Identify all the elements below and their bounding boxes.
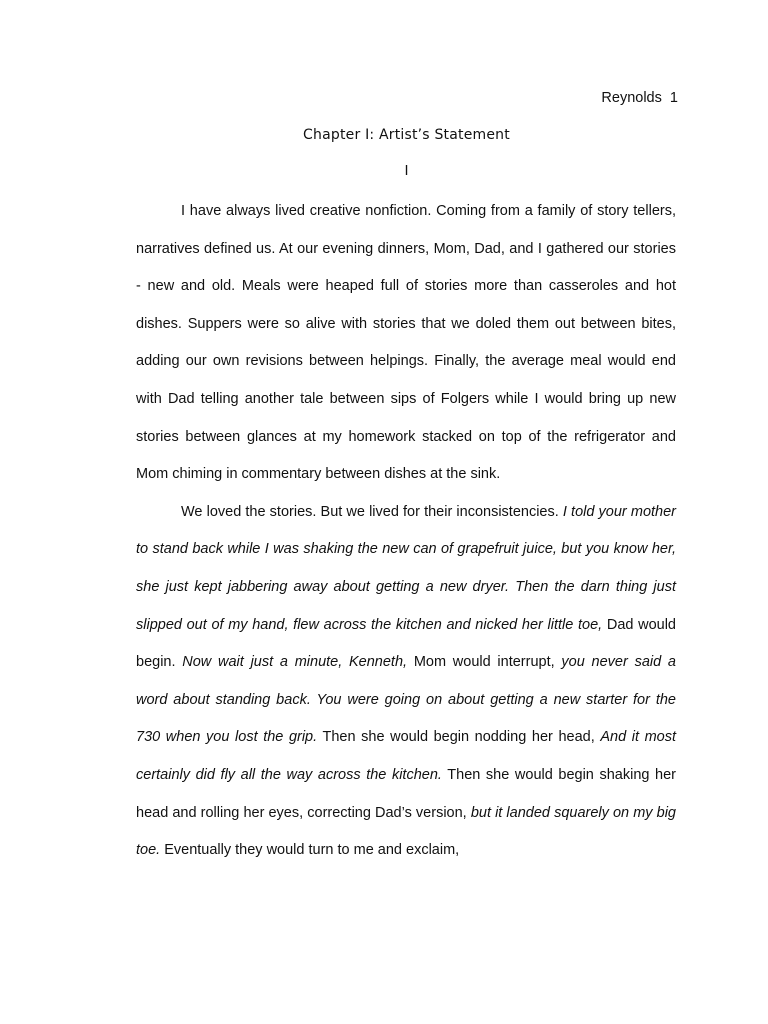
italic-dialogue: And it most certainly did fly all the way across the kitchen. xyxy=(136,729,676,783)
paragraph-text: Then she would begin nodding her head, xyxy=(317,729,601,746)
body-text xyxy=(136,193,676,870)
paragraph-text: Dad would begin. xyxy=(136,616,676,671)
paragraph-text: We loved the stories. But we lived for their inconsistencies. xyxy=(181,503,563,520)
chapter-title: Chapter I: Artist’s Statement xyxy=(303,127,510,143)
italic-dialogue: you never said a word about standing back. You were going on about getting a new starter for the 730 when you lost the grip. xyxy=(136,654,676,746)
paragraph-text: Mom would interrupt, xyxy=(407,654,562,671)
italic-dialogue: Now wait just a minute, Kenneth, xyxy=(182,654,408,671)
paragraph-text: Eventually they would turn to me and exclaim, xyxy=(160,842,460,859)
body-paragraph xyxy=(136,193,676,494)
italic-dialogue: I told your mother to stand back while I was shaking the new can of grapefruit juice, but you know her, she just kept jabbering away about getting a new dryer. Then the darn thing just slipped out of my hand, flew across the kitchen and nicked her little toe, xyxy=(136,503,677,633)
paragraph-text: Then she would begin shaking her head and rolling her eyes, correcting Dad’s version, xyxy=(136,766,677,821)
body-paragraph xyxy=(136,494,676,870)
italic-dialogue: but it landed squarely on my big toe. xyxy=(136,804,676,859)
paragraph-text: I have always lived creative nonfiction. Coming from a family of story tellers, narratives defined us. At our evening dinners, Mom, Dad, and I gathered our stories - new and old. Meals were heaped full of stories more than casseroles and hot dishes. Suppers were so alive with stories that we doled them out between bites, adding our own revisions between helpings. Finally, the average meal would end with Dad telling another tale between sips of Folgers while I would bring up new stories between glances at my homework stacked on top of the refrigerator and Mom chiming in commentary between dishes at the sink. xyxy=(136,203,676,483)
page-header: Reynolds 1 xyxy=(601,90,678,106)
section-number: I xyxy=(404,163,409,179)
